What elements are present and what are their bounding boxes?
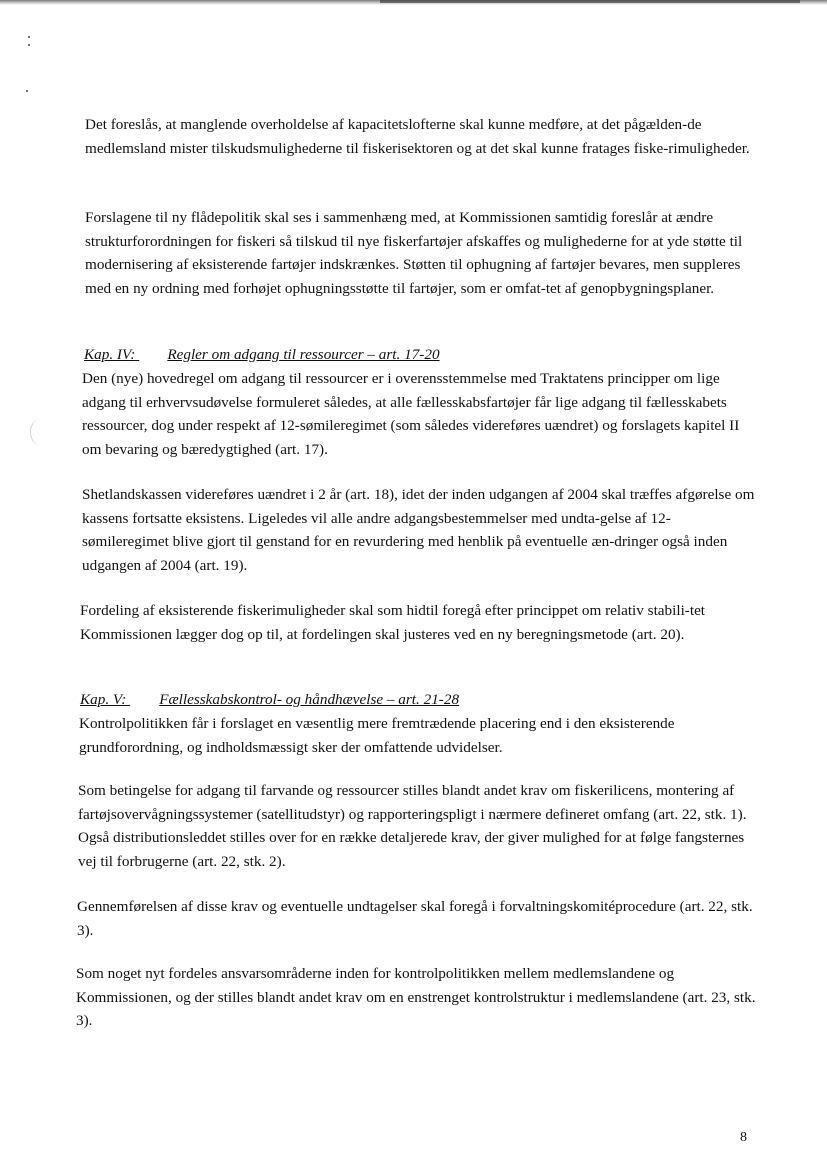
heading-kap-iv-title: Regler om adgang til ressourcer – art. 17-20 [167,346,440,363]
paragraph-responsibilities: Som noget nyt fordeles ansvarsområderne inden for kontrolpolitikken mellem medlemslandene og Kommissionen, og der stilles blandt andet krav om en enstrenget kontrolstruktur i medlemslandene (art. 23, stk. 3). [76,965,756,1029]
paragraph-shetland-box: Shetlandskassen videreføres uændret i 2 år (art. 18), idet der inden udgangen af 2004 skal træffes afgørelse om kassens fortsatte eksistens. Ligeledes vil alle andre adgangsbestemmelser med undta-gelse af 12-sømileregimet blive gjort til genstand for en revurdering med henblik på eventuelle æn-dringer også inden udgangen af 2004 (art. 19). [82,486,755,574]
scan-speck [28,36,30,38]
heading-kap-v-label: Kap. V: [80,691,127,708]
paragraph-fleet-policy: Forslagene til ny flådepolitik skal ses i sammenhæng med, at Kommissionen samtidig foreslår at ændre strukturforordningen for fiskeri så tilskud til nye fiskerfartøjer afskaffes og mulighederne for at yde støtte til modernisering af eksisterende fartøjer indskrænkes. Støtten til ophugning af fartøjer bevares, men suppleres med en ny ordning med forhøjet ophugningsstøtte til fartøjer, som er omfat-tet af genopbygningsplaner. [85,209,743,297]
scan-speck [26,90,28,92]
paragraph-capacity-limits: Det foreslås, at manglende overholdelse af kapacitetslofterne skal kunne medføre, at det pågælden-de medlemsland mister tilskudsmulighederne til fiskerisektoren og at det skal kunne fratages fiske-rimuligheder. [85,116,750,157]
page-number: 8 [740,1130,747,1145]
paragraph-resource-access: Den (nye) hovedregel om adgang til ressourcer er i overensstemmelse med Traktatens principper om lige adgang til erhvervsudøvelse formuleret således, at alle fællesskabsfartøjer får lige adgang til fællesskabets ressourcer, dog under respekt af 12-sømileregimet (som således videreføres uændret) og forslagets kapitel II om bevaring og bæredygtighed (art. 17). [82,370,740,458]
paragraph-implementation: Gennemførelsen af disse krav og eventuelle undtagelser skal foregå i forvaltningskomitéprocedure (art. 22, stk. 3). [77,898,753,939]
heading-kap-iv-label: Kap. IV: [84,346,136,363]
paragraph-relative-stability: Fordeling af eksisterende fiskerimuligheder skal som hidtil foregå efter princippet om relativ stabili-tet Kommissionen lægger dog op til, at fordelingen skal justeres ved en ny beregningsmetode (art. 20). [80,602,706,643]
margin-scan-mark [30,418,53,446]
scan-top-edge-shadow [380,0,800,3]
scan-speck [28,44,30,46]
heading-kap-iv [84,343,756,367]
paragraph-control-policy: Kontrolpolitikken får i forslaget en væsentlig mere fremtrædende placering end i den eksisterende grundforordning, og indholdsmæssigt sker der omfattende udvidelser. [79,715,675,756]
heading-kap-v-title: Fællesskabskontrol- og håndhævelse – art. 21-28 [159,691,460,708]
heading-kap-v [80,688,752,712]
paragraph-license-requirements: Som betingelse for adgang til farvande og ressourcer stilles blandt andet krav om fiskerilicens, montering af fartøjsovervågningssystemer (satellitudstyr) og rapporteringspligt i nærmere defineret omfang (art. 22, stk. 1). Også distributionsleddet stilles over for en række detaljerede krav, der giver mulighed for at følge fangsternes vej til forbrugerne (art. 22, stk. 2). [78,782,747,870]
